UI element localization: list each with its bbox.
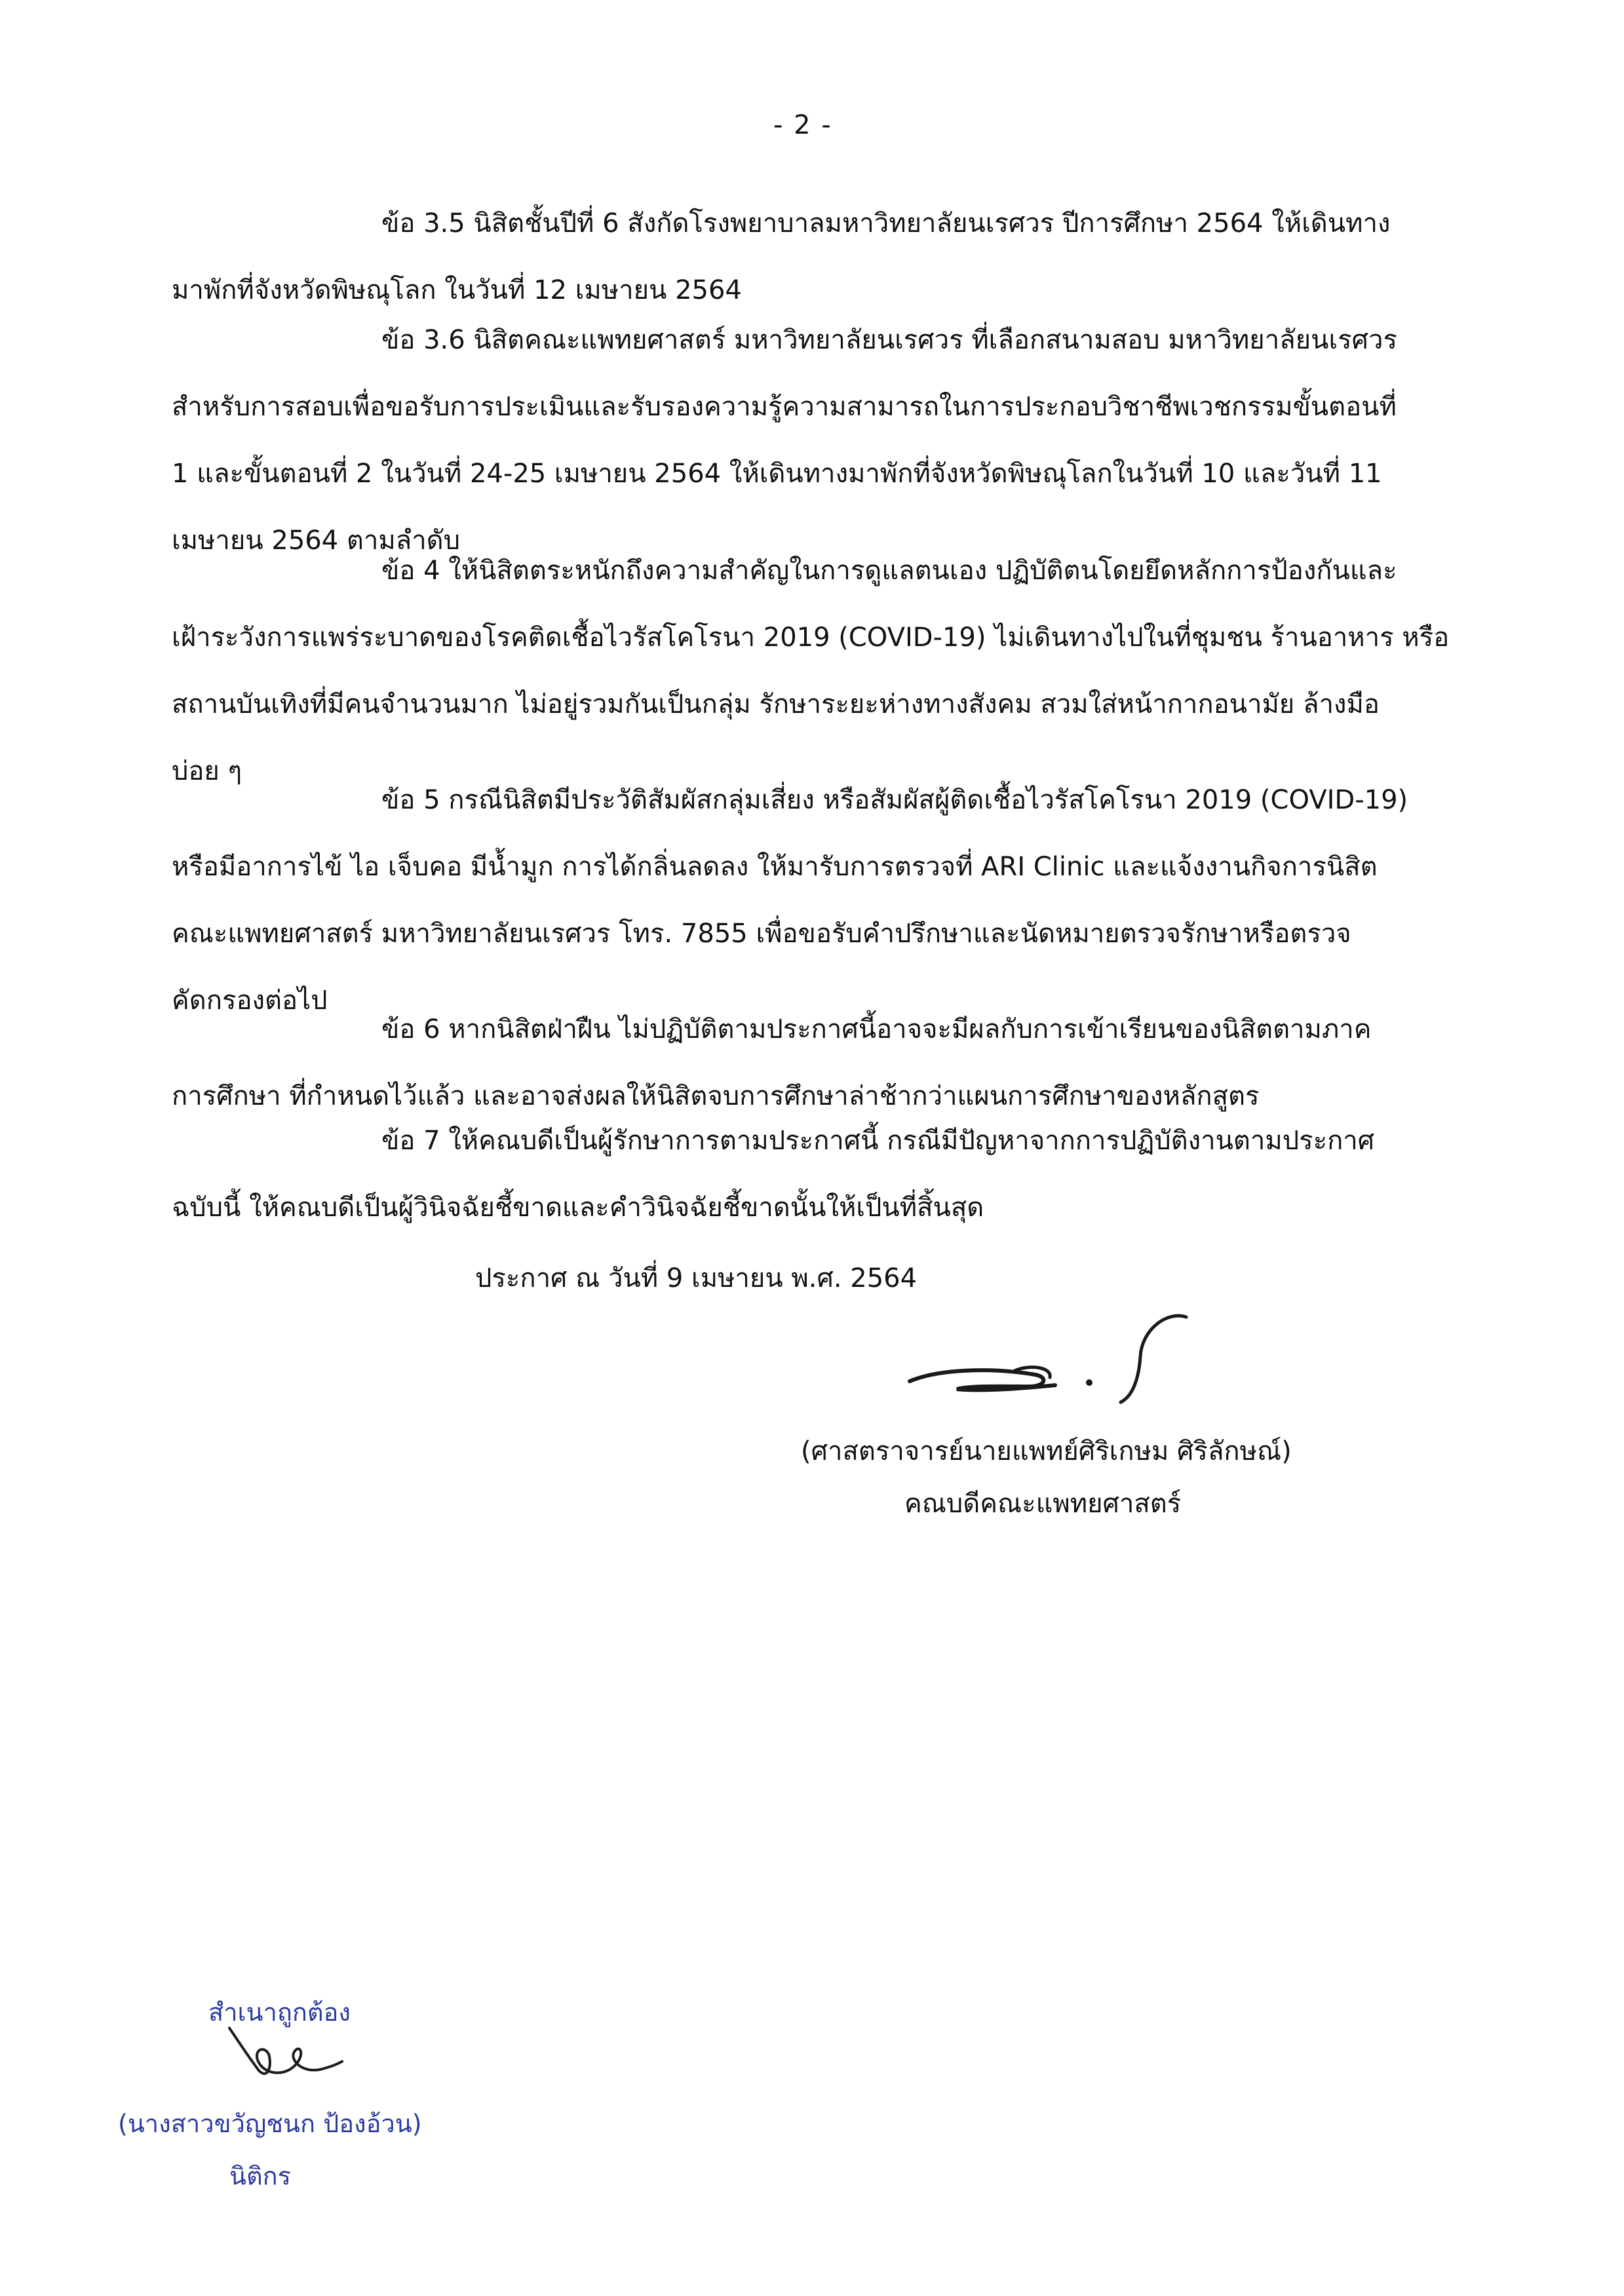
clause-line: สถานบันเทิงที่มีคนจำนวนมาก ไม่อยู่รวมกันเป็นกลุ่ม รักษาระยะห่างทางสังคม สวมใส่หน้ากากอนามัย ล้างมือ — [172, 689, 1380, 719]
clause-line: ข้อ 3.6 นิสิตคณะแพทยศาสตร์ มหาวิทยาลัยนเรศวร ที่เลือกสนามสอบ มหาวิทยาลัยนเรศวร — [381, 325, 1397, 355]
clause-line: เฝ้าระวังการแพร่ระบาดของโรคติดเชื้อไวรัสโคโรนา 2019 (COVID-19) ไม่เดินทางไปในที่ชุมชน ร้านอาหาร หรือ — [172, 622, 1450, 653]
clause-line: ฉบับนี้ ให้คณบดีเป็นผู้วินิจฉัยชี้ขาดและคำวินิจฉัยชี้ขาดนั้นให้เป็นที่สิ้นสุด — [172, 1193, 984, 1223]
clause-line: การศึกษา ที่กำหนดไว้แล้ว และอาจส่งผลให้นิสิตจบการศึกษาล่าช้ากว่าแผนการศึกษาของหลักสูตร — [172, 1081, 1260, 1111]
clause-line: คณะแพทยศาสตร์ มหาวิทยาลัยนเรศวร โทร. 7855 เพื่อขอรับคำปรึกษาและนัดหมายตรวจรักษาหรือตรวจ — [172, 919, 1351, 949]
certifier-signature — [223, 2018, 347, 2090]
announcement-date: ประกาศ ณ วันที่ 9 เมษายน พ.ศ. 2564 — [475, 1263, 918, 1293]
signer-title: คณบดีคณะแพทยศาสตร์ — [904, 1489, 1182, 1519]
clause-3-5 — [172, 190, 1448, 324]
clause-line: ข้อ 4 ให้นิสิตตระหนักถึงความสำคัญในการดูแลตนเอง ปฏิบัติตนโดยยึดหลักการป้องกันและ — [381, 556, 1397, 586]
certifier-name: (นางสาวขวัญชนก ป้องอ้วน) — [118, 2109, 422, 2138]
clause-line: 1 และขั้นตอนที่ 2 ในวันที่ 24-25 เมษายน 2564 ให้เดินทางมาพักที่จังหวัดพิษณุโลกในวันที่ 10 และวันที่ 11 — [172, 459, 1382, 489]
clause-line: มาพักที่จังหวัดพิษณุโลก ในวันที่ 12 เมษายน 2564 — [172, 275, 742, 305]
certified-copy-label: สำเนาถูกต้อง — [208, 1998, 351, 2027]
clause-line: ข้อ 5 กรณีนิสิตมีประวัติสัมผัสกลุ่มเสี่ยง หรือสัมผัสผู้ติดเชื้อไวรัสโคโรนา 2019 (COVID-19) — [381, 785, 1408, 815]
dean-signature — [898, 1304, 1212, 1415]
signer-name: (ศาสตราจารย์นายแพทย์ศิริเกษม ศิริลักษณ์) — [801, 1436, 1292, 1466]
clause-3-6 — [172, 307, 1448, 574]
clause-line: คัดกรองต่อไป — [172, 985, 328, 1016]
clause-5 — [172, 767, 1448, 1034]
clause-7 — [172, 1107, 1448, 1241]
clause-line: ข้อ 3.5 นิสิตชั้นปีที่ 6 สังกัดโรงพยาบาลมหาวิทยาลัยนเรศวร ปีการศึกษา 2564 ให้เดินทาง — [381, 208, 1391, 239]
clause-4 — [172, 537, 1448, 805]
certifier-role: นิติกร — [229, 2162, 292, 2191]
clause-line: บ่อย ๆ — [172, 756, 242, 786]
clause-line: หรือมีอาการไข้ ไอ เจ็บคอ มีน้ำมูก การได้กลิ่นลดลง ให้มารับการตรวจที่ ARI Clinic และแจ้งงานกิจการนิสิต — [172, 852, 1378, 882]
clause-line: เมษายน 2564 ตามลำดับ — [172, 526, 461, 556]
clause-line: ข้อ 6 หากนิสิตฝ่าฝืน ไม่ปฏิบัติตามประกาศนี้อาจจะมีผลกับการเข้าเรียนของนิสิตตามภาค — [381, 1014, 1372, 1044]
clause-line: สำหรับการสอบเพื่อขอรับการประเมินและรับรองความรู้ความสามารถในการประกอบวิชาชีพเวชกรรมขั้นตอนที่ — [172, 392, 1397, 422]
page-number: - 2 - — [773, 110, 832, 140]
clause-line: ข้อ 7 ให้คณบดีเป็นผู้รักษาการตามประกาศนี้ กรณีมีปัญหาจากการปฏิบัติงานตามประกาศ — [381, 1126, 1375, 1156]
